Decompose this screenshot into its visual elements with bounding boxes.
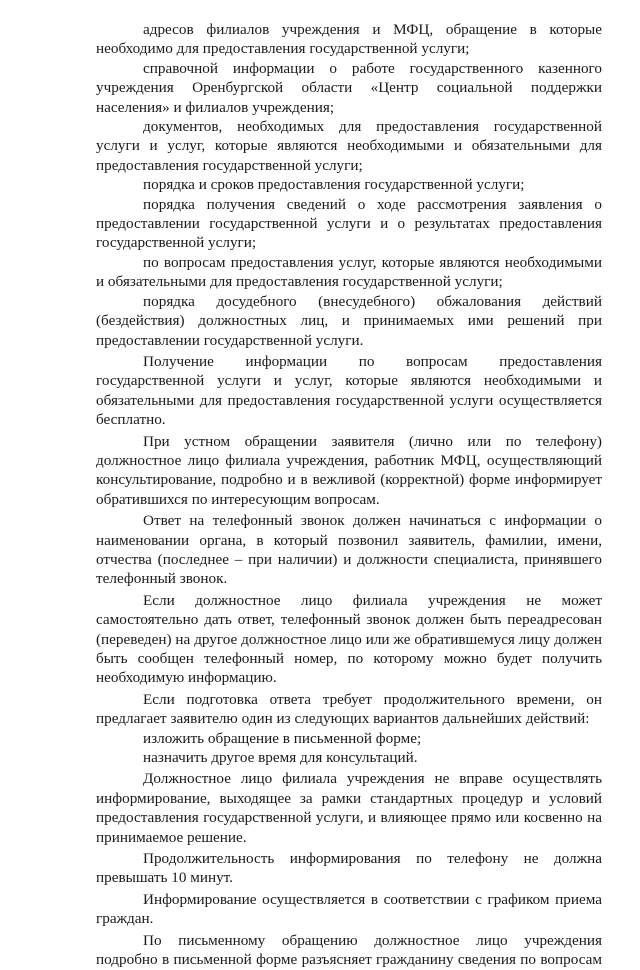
paragraph: Информирование осуществляется в соответствии с графиком приема граждан. bbox=[96, 890, 602, 928]
paragraph: порядка досудебного (внесудебного) обжалования действий (бездействия) должностных лиц, и принимаемых ими решений при предоставлении государственной услуги. bbox=[96, 292, 602, 349]
paragraph: По письменному обращению должностное лицо учреждения подробно в письменной форме разъясняет гражданину сведения по вопросам bbox=[96, 931, 602, 969]
paragraph: документов, необходимых для предоставления государственной услуги и услуг, которые являются необходимыми и обязательными для предоставления государственной услуги; bbox=[96, 118, 602, 174]
paragraph: Ответ на телефонный звонок должен начинаться с информации о наименовании органа, в который позвонил заявитель, фамилии, имени, отчества (последнее – при наличии) и должности специалиста, принявшего телефонный звонок. bbox=[96, 512, 602, 588]
paragraph: адресов филиалов учреждения и МФЦ, обращение в которые необходимо для предоставления государственной услуги; bbox=[96, 21, 602, 58]
paragraph: справочной информации о работе государственного казенного учреждения Оренбургской области «Центр социальной поддержки населения» и филиалов учреждения; bbox=[96, 59, 602, 116]
paragraph: по вопросам предоставления услуг, которые являются необходимыми и обязательными для предоставления государственной услуги; bbox=[96, 253, 602, 291]
document-page bbox=[96, 20, 602, 970]
paragraph: Получение информации по вопросам предоставления государственной услуги и услуг, которые являются необходимыми и обязательными для предоставления государственной услуги осуществляется бесплатно. bbox=[96, 352, 602, 429]
paragraph: Если подготовка ответа требует продолжительного времени, он предлагает заявителю один из следующих вариантов дальнейших действий: bbox=[96, 690, 602, 728]
paragraph: порядка получения сведений о ходе рассмотрения заявления о предоставлении государственной услуги и о результатах предоставления государственной услуги; bbox=[96, 195, 602, 252]
paragraph: назначить другое время для консультаций. bbox=[143, 749, 418, 767]
paragraph: Если должностное лицо филиала учреждения не может самостоятельно дать ответ, телефонный звонок должен быть переадресован (переведен) на другое должностное лицо или же обратившемуся лицу должен быть сообщен телефонный номер, по которому можно будет получить необходимую информацию. bbox=[96, 591, 602, 687]
paragraph: порядка и сроков предоставления государственной услуги; bbox=[143, 176, 525, 194]
paragraph: При устном обращении заявителя (лично или по телефону) должностное лицо филиала учреждения, работник МФЦ, осуществляющий консультирование, подробно и в вежливой (корректной) форме информирует обратившихся по интересующим вопросам. bbox=[96, 432, 602, 508]
paragraph: Продолжительность информирования по телефону не должна превышать 10 минут. bbox=[96, 850, 602, 887]
paragraph: Должностное лицо филиала учреждения не вправе осуществлять информирование, выходящее за рамки стандартных процедур и условий предоставления государственной услуги, и влияющее прямо или косвенно на принимаемое решение. bbox=[96, 770, 602, 846]
paragraph: изложить обращение в письменной форме; bbox=[143, 729, 422, 747]
